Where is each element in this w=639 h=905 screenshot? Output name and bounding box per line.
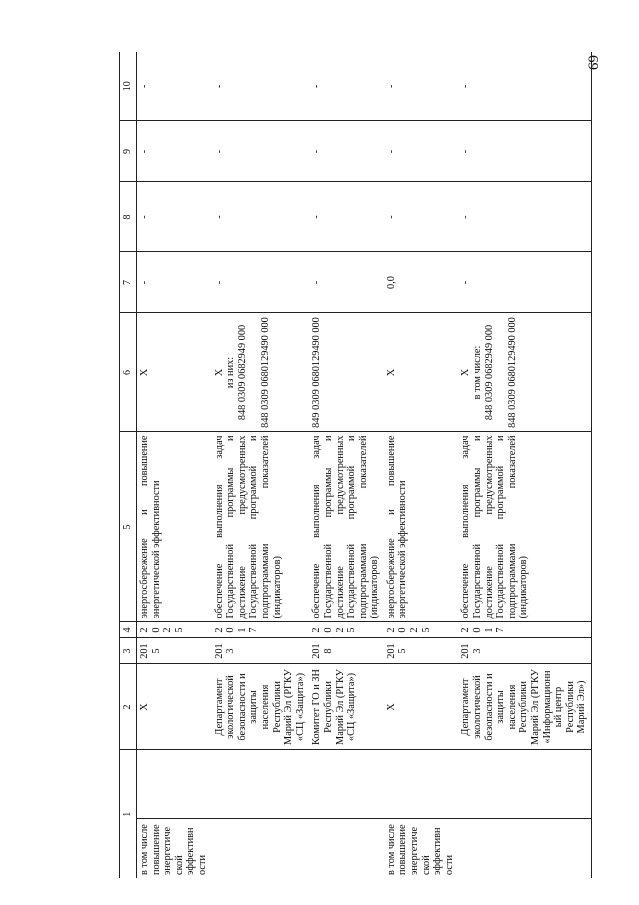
end-year-cell: 2017 [212, 622, 310, 638]
row-label-cell [458, 819, 591, 878]
executor-cell: Департамент экологической безопасности и защиты населения Республики Марий Эл (РГКУ «СЦ «Защита») [212, 664, 310, 750]
value-cell: - [309, 252, 384, 313]
value-cell: - [137, 182, 212, 252]
row-label-cell-2 [458, 750, 591, 819]
start-year-cell: 2015 [384, 638, 459, 664]
value-cell: 0,0 [384, 252, 459, 313]
value-cell: - [137, 252, 212, 313]
page-number: 69 [584, 55, 601, 70]
description-cell: обеспечение выполнения задач Государственной программы и достижение предусмотренных Государственной программой и подпрограммами показателей (индикаторов) [458, 432, 591, 622]
row-label-cell [309, 819, 384, 878]
value-cell: - [384, 182, 459, 252]
row-label-cell-2 [212, 750, 310, 819]
header-cell: 7 [120, 252, 137, 313]
value-cell: - [212, 252, 310, 313]
row-label-cell-2 [137, 750, 212, 819]
value-cell: - [309, 182, 384, 252]
row-label-cell-2 [384, 750, 459, 819]
description-cell: обеспечение выполнения задач Государственной программы и достижение предусмотренных Государственной программой и подпрограммами показателей (индикаторов) [309, 432, 384, 622]
value-cell: - [212, 52, 310, 121]
budget-code-line: 848 0309 0682949 000 [483, 324, 495, 421]
budget-code-cell [309, 313, 384, 432]
executor-cell: Департамент экологической безопасности и защиты населения Республики Марий Эл (РГКУ «Информационный центр Республики Марий Эл») [458, 664, 591, 750]
description-cell: энергосбережение и повышение энергетической эффективности [137, 432, 212, 622]
value-cell: - [309, 121, 384, 182]
table-row [309, 52, 384, 878]
value-cell: - [458, 52, 591, 121]
header-cell: 10 [120, 52, 137, 121]
budget-code-line: 848 0309 0682949 000 [236, 324, 248, 421]
budget-code-cell [384, 313, 459, 432]
budget-code-line: в том числе: [472, 345, 484, 400]
executor-cell: Комитет ГО и ЗН Республики Марий Эл (РГКУ «СЦ «Защита») [309, 664, 384, 750]
row-label-cell: в том числе повышение энергетической эффективности [385, 824, 455, 875]
budget-code-line: Х [385, 368, 397, 377]
budget-code-cell [137, 313, 212, 432]
row-label-cell: в том числе повышение энергетической эффективности [139, 824, 208, 875]
executor-cell: Х [137, 664, 212, 750]
value-cell: - [212, 121, 310, 182]
end-year-cell: 2025 [384, 622, 459, 638]
budget-code-line: 848 0309 0680129490 000 [260, 317, 272, 428]
value-cell: - [384, 52, 459, 121]
budget-code-line: Х [460, 368, 472, 377]
end-year-cell: 2025 [137, 622, 212, 638]
header-cell: 6 [120, 313, 137, 432]
budget-code-spacer [248, 317, 260, 429]
budget-code-cell [458, 313, 591, 432]
header-cell: 9 [120, 121, 137, 182]
start-year-cell: 2013 [212, 638, 310, 664]
start-year-cell: 2013 [458, 638, 591, 664]
budget-code-spacer [495, 317, 507, 429]
budget-code-line: 848 0309 0680129490 000 [507, 317, 519, 428]
header-cell: 1 [120, 750, 137, 878]
executor-cell: Х [384, 664, 459, 750]
end-year-cell: 2017 [458, 622, 591, 638]
budget-code-line: Х [213, 368, 225, 377]
header-cell: 3 [120, 638, 137, 664]
value-cell: - [458, 182, 591, 252]
value-cell: - [384, 121, 459, 182]
start-year-cell: 2015 [137, 638, 212, 664]
row-label-cell-2 [309, 750, 384, 819]
description-cell: обеспечение выполнения задач Государственной программы и достижение предусмотренных Государственной программой и подпрограммами показателей (индикаторов) [212, 432, 310, 622]
budget-code-line: 849 0309 0680129490 000 [311, 317, 323, 428]
program-table [119, 52, 592, 878]
table-row [212, 52, 310, 878]
table-row [458, 52, 591, 878]
header-cell: 8 [120, 182, 137, 252]
description-cell: энергосбережение и повышение энергетической эффективности [384, 432, 459, 622]
value-cell: - [309, 52, 384, 121]
start-year-cell: 2018 [309, 638, 384, 664]
header-cell: 4 [120, 622, 137, 638]
value-cell: - [458, 252, 591, 313]
header-cell: 5 [120, 432, 137, 622]
value-cell: - [137, 121, 212, 182]
budget-code-line: из них: [225, 356, 237, 389]
table-header-row [120, 52, 137, 878]
row-label-cell [212, 819, 310, 878]
end-year-cell: 2025 [309, 622, 384, 638]
header-cell: 2 [120, 664, 137, 750]
rotated-table-container [119, 52, 639, 878]
table-row [137, 52, 212, 878]
value-cell: - [458, 121, 591, 182]
table-row [384, 52, 459, 878]
value-cell: - [212, 182, 310, 252]
value-cell: - [137, 52, 212, 121]
budget-code-cell [212, 313, 310, 432]
budget-code-line: Х [139, 368, 150, 377]
